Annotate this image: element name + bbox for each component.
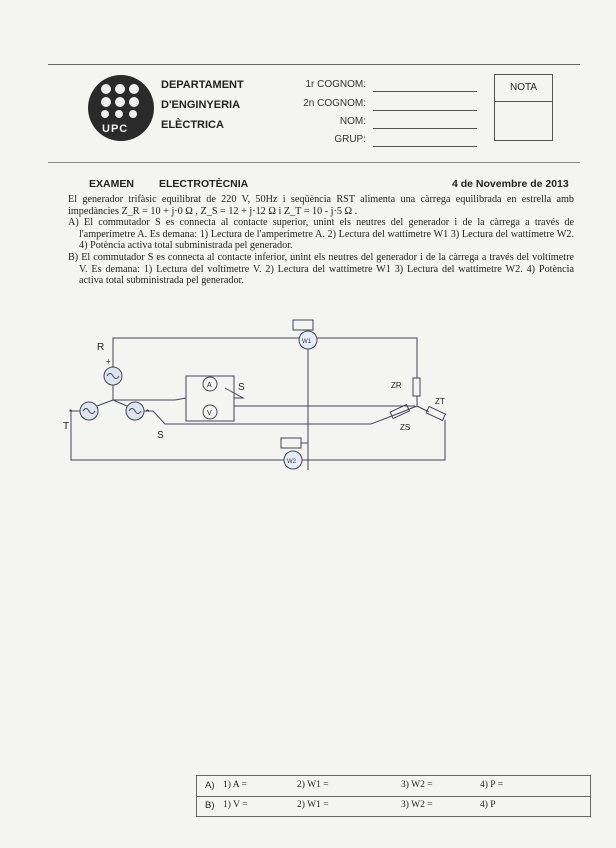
voltmeter-label: V: [207, 410, 212, 417]
zs-label: ZS: [400, 423, 411, 432]
impedance-zs: [390, 405, 409, 419]
plus-r: +: [106, 357, 111, 366]
department-line-3: ELÈCTRICA: [161, 119, 224, 131]
wire-t: [71, 411, 445, 460]
exam-date: 4 de Novembre de 2013: [452, 178, 569, 190]
ammeter-label: A: [207, 382, 212, 389]
statement-part-a: A) El commutador S es connecta al contacte superior, unint els neutres del generador i de la càrrega a través de l'amperímetre A. Es demana: 1) Lectura de l'amperímetre A. 2) Lectura del wattímetre W1 3) Lectura del wattímetre W2. 4) Potència activa total subministrada pel generador.: [68, 217, 574, 252]
header-bottom-rule: [48, 162, 580, 163]
answer-row-b: [197, 796, 590, 816]
answer-a2[interactable]: 2) W1 =: [297, 780, 329, 790]
surname1-label: 1r COGNOM:: [305, 79, 366, 90]
group-label: GRUP:: [334, 134, 366, 145]
upc-logo: [88, 75, 154, 141]
impedance-zt: [426, 406, 445, 420]
row-b-label: B): [205, 800, 215, 811]
answer-b2[interactable]: 2) W1 =: [297, 800, 329, 810]
wattmeter-w2-coil: [281, 438, 301, 448]
department-line-2: D'ENGINYERIA: [161, 99, 241, 111]
answer-a1[interactable]: 1) A =: [223, 780, 247, 790]
grade-box: [494, 74, 553, 141]
answer-b3[interactable]: 3) W2 =: [401, 800, 433, 810]
switch-label: S: [238, 382, 245, 393]
exam-label: EXAMEN: [89, 178, 134, 190]
name-label: NOM:: [339, 116, 366, 127]
statement-part-b: B) El commutador S es connecta al contacte inferior, unint els neutres del generador i de la càrrega a través del voltímetre V. Es demana: 1) Lectura del voltímetre V. 2) Lectura del wattímetre W1 3) Lectura del wattímetre W2. 4) Potència activa total subministrada pel generador.: [68, 251, 574, 287]
star-t: *: [69, 408, 73, 417]
label-s: S: [157, 430, 164, 441]
answer-b1[interactable]: 1) V =: [223, 800, 248, 810]
answer-a4[interactable]: 4) P =: [480, 780, 503, 790]
w1-label: W1: [302, 339, 311, 345]
wattmeter-w1-coil: [293, 320, 313, 330]
problem-statement: [68, 194, 574, 287]
wire-r: [113, 338, 417, 378]
answer-b4[interactable]: 4) P: [480, 800, 496, 810]
label-r: R: [97, 342, 105, 353]
grade-label: NOTA: [495, 75, 552, 102]
zr-label: ZR: [391, 381, 402, 390]
zt-label: ZT: [435, 397, 445, 406]
surname1-field[interactable]: [373, 91, 477, 92]
group-field[interactable]: [373, 146, 477, 147]
impedance-zr: [413, 378, 420, 396]
answer-table: [196, 775, 591, 817]
surname2-field[interactable]: [373, 110, 477, 111]
name-field[interactable]: [373, 128, 477, 129]
circuit-diagram: [55, 312, 475, 472]
wire-s: [144, 411, 397, 424]
answer-row-a: [197, 776, 590, 797]
star-s: *: [146, 408, 150, 417]
department-line-1: DEPARTAMENT: [161, 79, 244, 91]
subject-label: ELECTROTÈCNIA: [159, 178, 249, 190]
header-top-rule: [48, 64, 580, 65]
w2-label: W2: [287, 459, 296, 465]
statement-intro: El generador trifàsic equilibrat de 220 V, 50Hz i seqüència RST alimenta una càrrega equilibrada en estrella amb impedàncies Z_R = 10 + j·0 Ω , Z_S = 12 + j·12 Ω i Z_T = 10 - j·5 Ω .: [68, 194, 574, 217]
row-a-label: A): [205, 780, 215, 791]
logo-text: UPC: [102, 123, 129, 135]
answer-a3[interactable]: 3) W2 =: [401, 780, 433, 790]
label-t: T: [63, 421, 70, 432]
surname2-label: 2n COGNOM:: [303, 98, 366, 109]
